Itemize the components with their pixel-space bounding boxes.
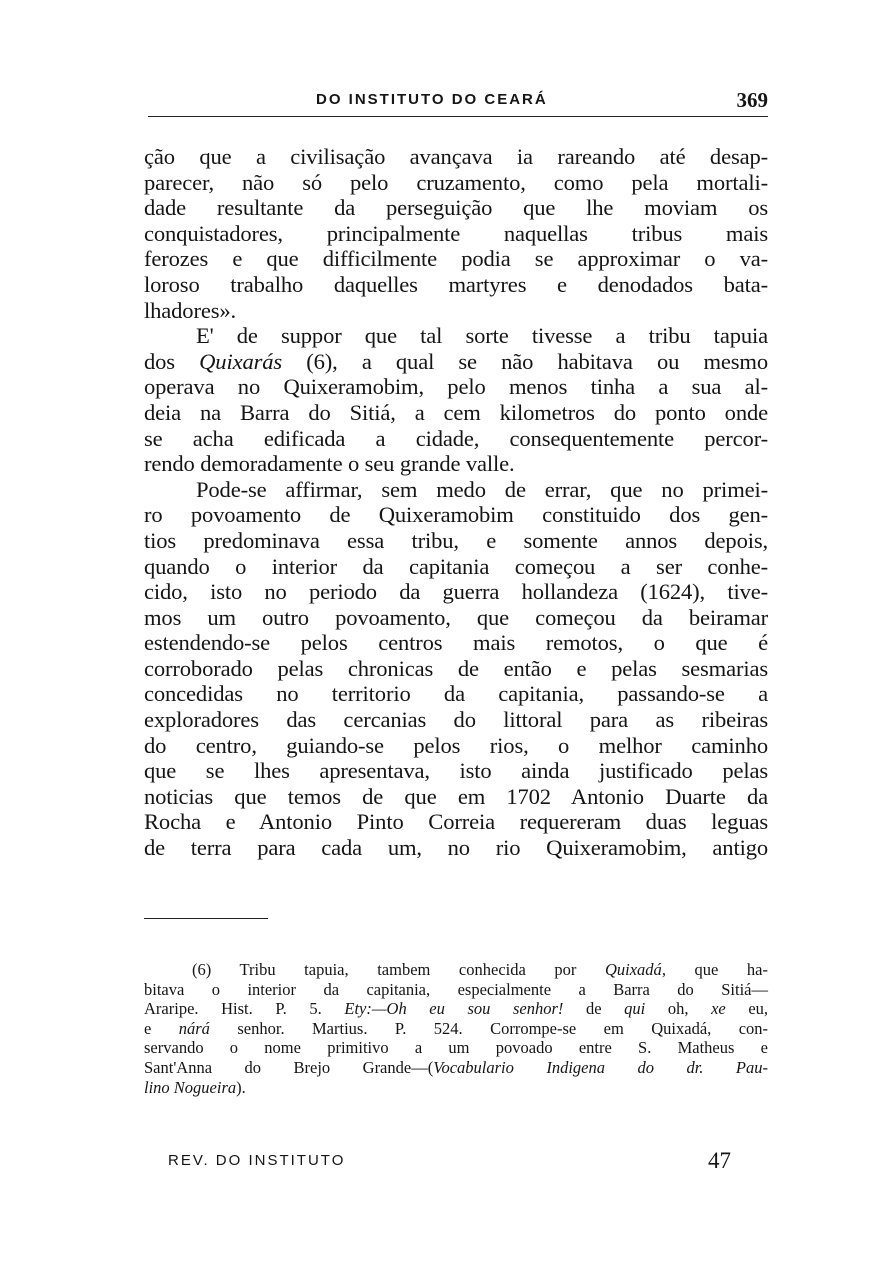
text-line: parecer, não só pelo cruzamento, como pela mortali- [144,169,768,195]
footnote-line [144,1019,768,1039]
text-run: (6) Tribu tapuia, tambem conhecida por [192,960,605,979]
text-line: de terra para cada um, no rio Quixeramobim, antigo [144,835,768,861]
text-line: mos um outro povoamento, que começou da beiramar [144,604,768,630]
footer-sheet-number: 47 [708,1148,731,1173]
text-line: ro povoamento de Quixeramobim constituido dos gen- [144,502,768,528]
text-run: de [585,999,602,1019]
footnote-line [144,999,768,1019]
text-line: dade resultante da perseguição que lhe moviam os [144,195,768,221]
italic-term: lino Nogueira [144,1077,237,1097]
italic-term: nárá [178,1018,210,1038]
text-line: estendendo-se pelos centros mais remotos, o que é [144,630,768,656]
main-text [144,144,768,861]
text-line: exploradores das cercanias do littoral para as ribeiras [144,707,768,733]
text-run: Sant'Anna do Brejo Grande—( [144,1057,434,1077]
text-line: quando o interior da capitania começou a ser conhe- [144,553,768,579]
text-line [144,349,768,375]
text-line: tios predominava essa tribu, e somente annos depois, [144,527,768,553]
text-line: se acha edificada a cidade, consequentemente percor- [144,425,768,451]
text-line: rendo demoradamente o seu grande valle. [144,451,515,477]
text-line: que se lhes apresentava, isto ainda justificado pelas [144,758,768,784]
text-line: lhadores». [144,297,236,323]
italic-term: Ety:—Oh eu sou senhor! [344,999,564,1019]
text-line: deia na Barra do Sitiá, a cem kilometros do ponto onde [144,399,768,425]
page-header [148,88,768,112]
text-run: (6), a qual se não habitava ou mesmo [282,348,769,374]
text-line: Pode-se affirmar, sem medo de errar, que no primei- [196,476,768,502]
header-rule [148,116,768,117]
text-run: eu, [748,999,769,1019]
text-run: oh, [667,999,689,1019]
text-run: ). [236,1077,246,1097]
italic-term: Vocabulario Indigena do dr. Pau- [433,1057,768,1077]
text-line: noticias que temos de que em 1702 Antonio Duarte da [144,783,768,809]
text-line: conquistadores, principalmente naquellas tribus mais [144,220,768,246]
text-line: corroborado pelas chronicas de então e pelas sesmarias [144,655,768,681]
text-line: ferozes e que difficilmente podia se approximar o va- [144,246,768,272]
text-run: Araripe. Hist. P. 5. [144,999,322,1019]
text-line: Rocha e Antonio Pinto Correia requereram duas leguas [144,809,768,835]
text-line: operava no Quixeramobim, pelo menos tinha a sua al- [144,374,768,400]
footnote-rule [144,918,268,919]
text-line: loroso trabalho daquelles martyres e denodados bata- [144,271,768,297]
text-run: senhor. Martius. P. 524. Corrompe-se em Quixadá, con- [237,1018,769,1038]
text-run: , que ha- [661,960,768,979]
italic-term: Quixarás [199,348,283,374]
text-run: e [144,1018,152,1038]
footer-signature: REV. DO INSTITUTO [168,1152,346,1169]
text-line: E' de suppor que tal sorte tivesse a tribu tapuia [196,323,768,349]
italic-term: Quixadá [604,960,662,979]
italic-term: qui [624,999,646,1019]
running-title: DO INSTITUTO DO CEARÁ [316,91,548,108]
text-line: ção que a civilisação avançava ia rareando até desap- [144,144,768,169]
text-line: cido, isto no periodo da guerra hollandeza (1624), tive- [144,579,768,605]
text-line: concedidas no territorio da capitania, passando-se a [144,681,768,707]
footnote [144,960,768,1097]
page-number: 369 [736,88,768,112]
footnote-line [144,1058,768,1078]
footnote-line [144,960,768,980]
footnote-line: servando o nome primitivo a um povoado entre S. Matheus e [144,1038,768,1058]
italic-term: xe [711,999,726,1019]
footnote-line [144,1078,768,1098]
text-line: do centro, guiando-se pelos rios, o melhor caminho [144,732,768,758]
footnote-line: bitava o interior da capitania, especialmente a Barra do Sitiá— [144,979,768,999]
text-run: dos [144,348,200,374]
